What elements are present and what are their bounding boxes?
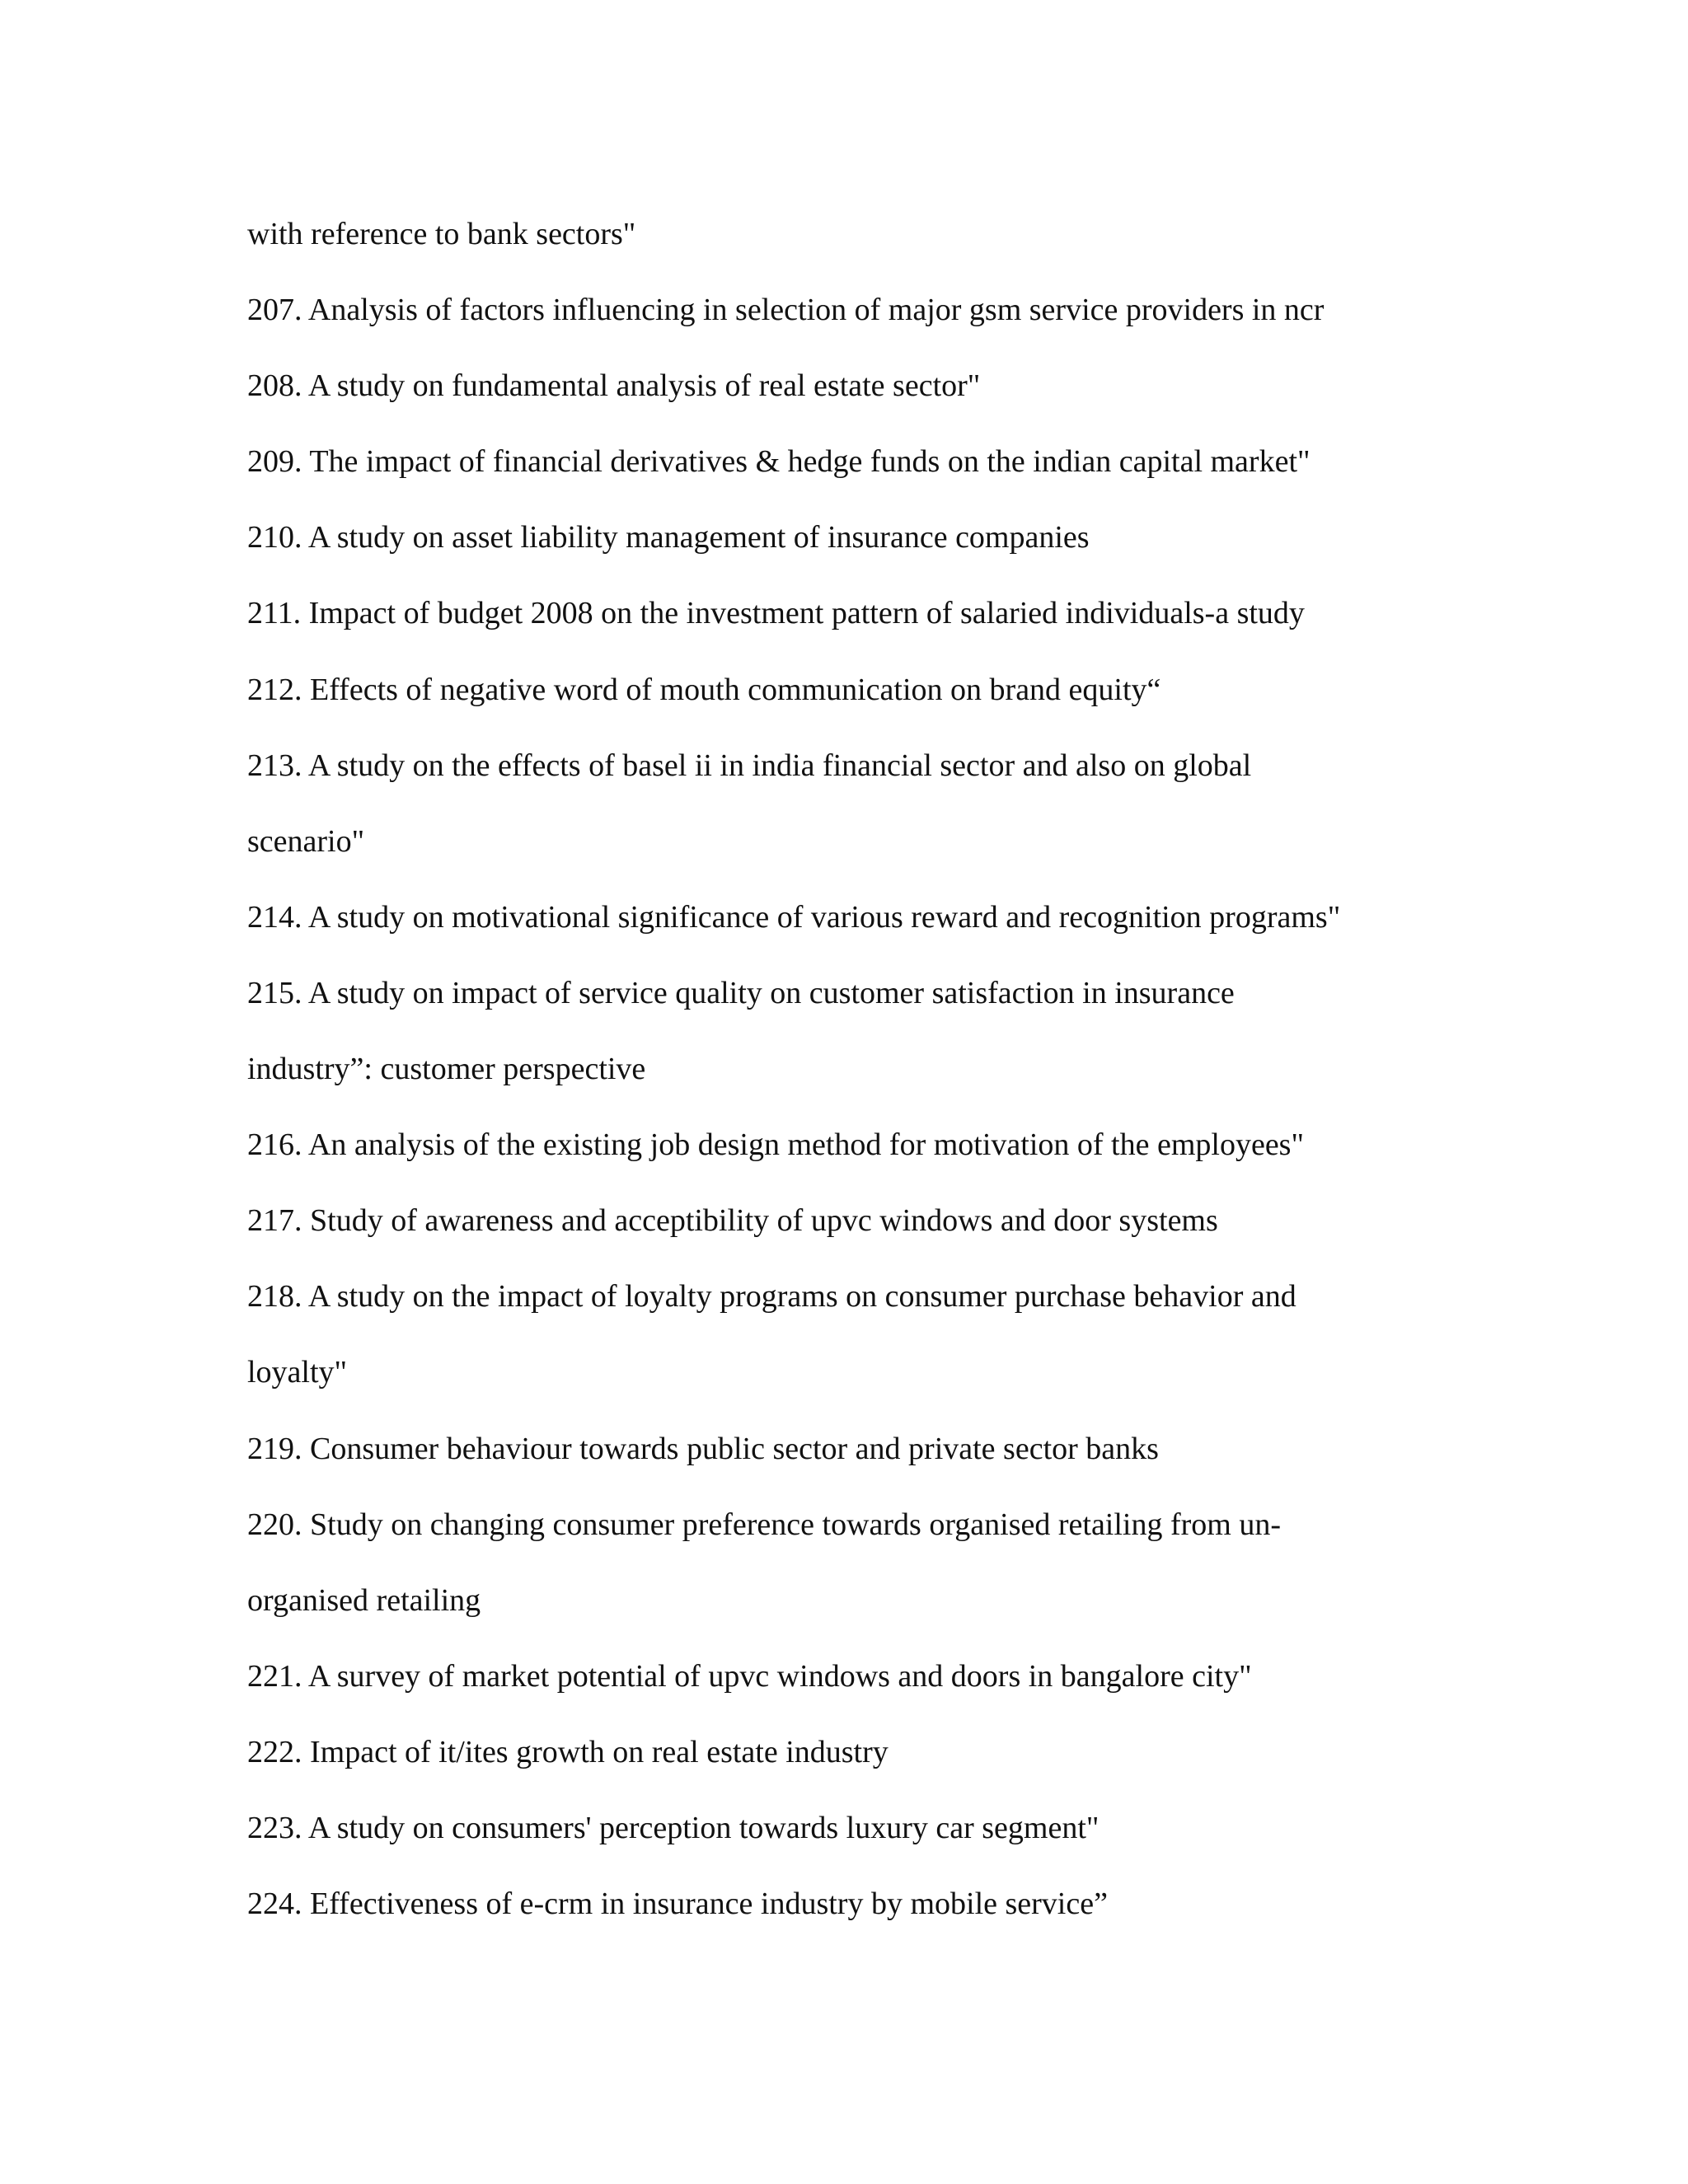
- list-item: 207. Analysis of factors influencing in selection of major gsm service providers in ncr: [247, 293, 1325, 328]
- list-item: 210. A study on asset liability management of insurance companies: [247, 520, 1090, 555]
- list-item: 217. Study of awareness and acceptibility of upvc windows and door systems: [247, 1203, 1218, 1239]
- list-item: 222. Impact of it/ites growth on real estate industry: [247, 1734, 889, 1769]
- list-item: 224. Effectiveness of e-crm in insurance industry by mobile service”: [247, 1886, 1108, 1922]
- list-item: 214. A study on motivational significance of various reward and recognition programs": [247, 899, 1341, 935]
- list-line: scenario": [247, 823, 365, 859]
- list-item: 213. A study on the effects of basel ii in india financial sector and also on global: [247, 748, 1252, 783]
- list-item: 211. Impact of budget 2008 on the investment pattern of salaried individuals-a study: [247, 596, 1305, 631]
- list-line: with reference to bank sectors": [247, 217, 636, 251]
- list-line: industry”: customer perspective: [247, 1052, 646, 1087]
- list-item: 220. Study on changing consumer preference towards organised retailing from un-: [247, 1507, 1281, 1542]
- list-item: 208. A study on fundamental analysis of real estate sector": [247, 368, 981, 404]
- list-item: 219. Consumer behaviour towards public sector and private sector banks: [247, 1431, 1159, 1466]
- list-item: 218. A study on the impact of loyalty programs on consumer purchase behavior and: [247, 1279, 1296, 1315]
- list-line: organised retailing: [247, 1582, 481, 1618]
- list-item: 216. An analysis of the existing job design method for motivation of the employees": [247, 1127, 1304, 1163]
- list-item: 209. The impact of financial derivatives & hedge funds on the indian capital market": [247, 444, 1311, 480]
- list-line: loyalty": [247, 1355, 348, 1390]
- list-item: 221. A survey of market potential of upvc windows and doors in bangalore city": [247, 1658, 1252, 1694]
- topic-list: [247, 196, 1442, 1942]
- list-item: 215. A study on impact of service quality on customer satisfaction in insurance: [247, 975, 1235, 1010]
- list-item: 212. Effects of negative word of mouth communication on brand equity“: [247, 672, 1161, 707]
- list-item: 223. A study on consumers' perception towards luxury car segment": [247, 1810, 1100, 1845]
